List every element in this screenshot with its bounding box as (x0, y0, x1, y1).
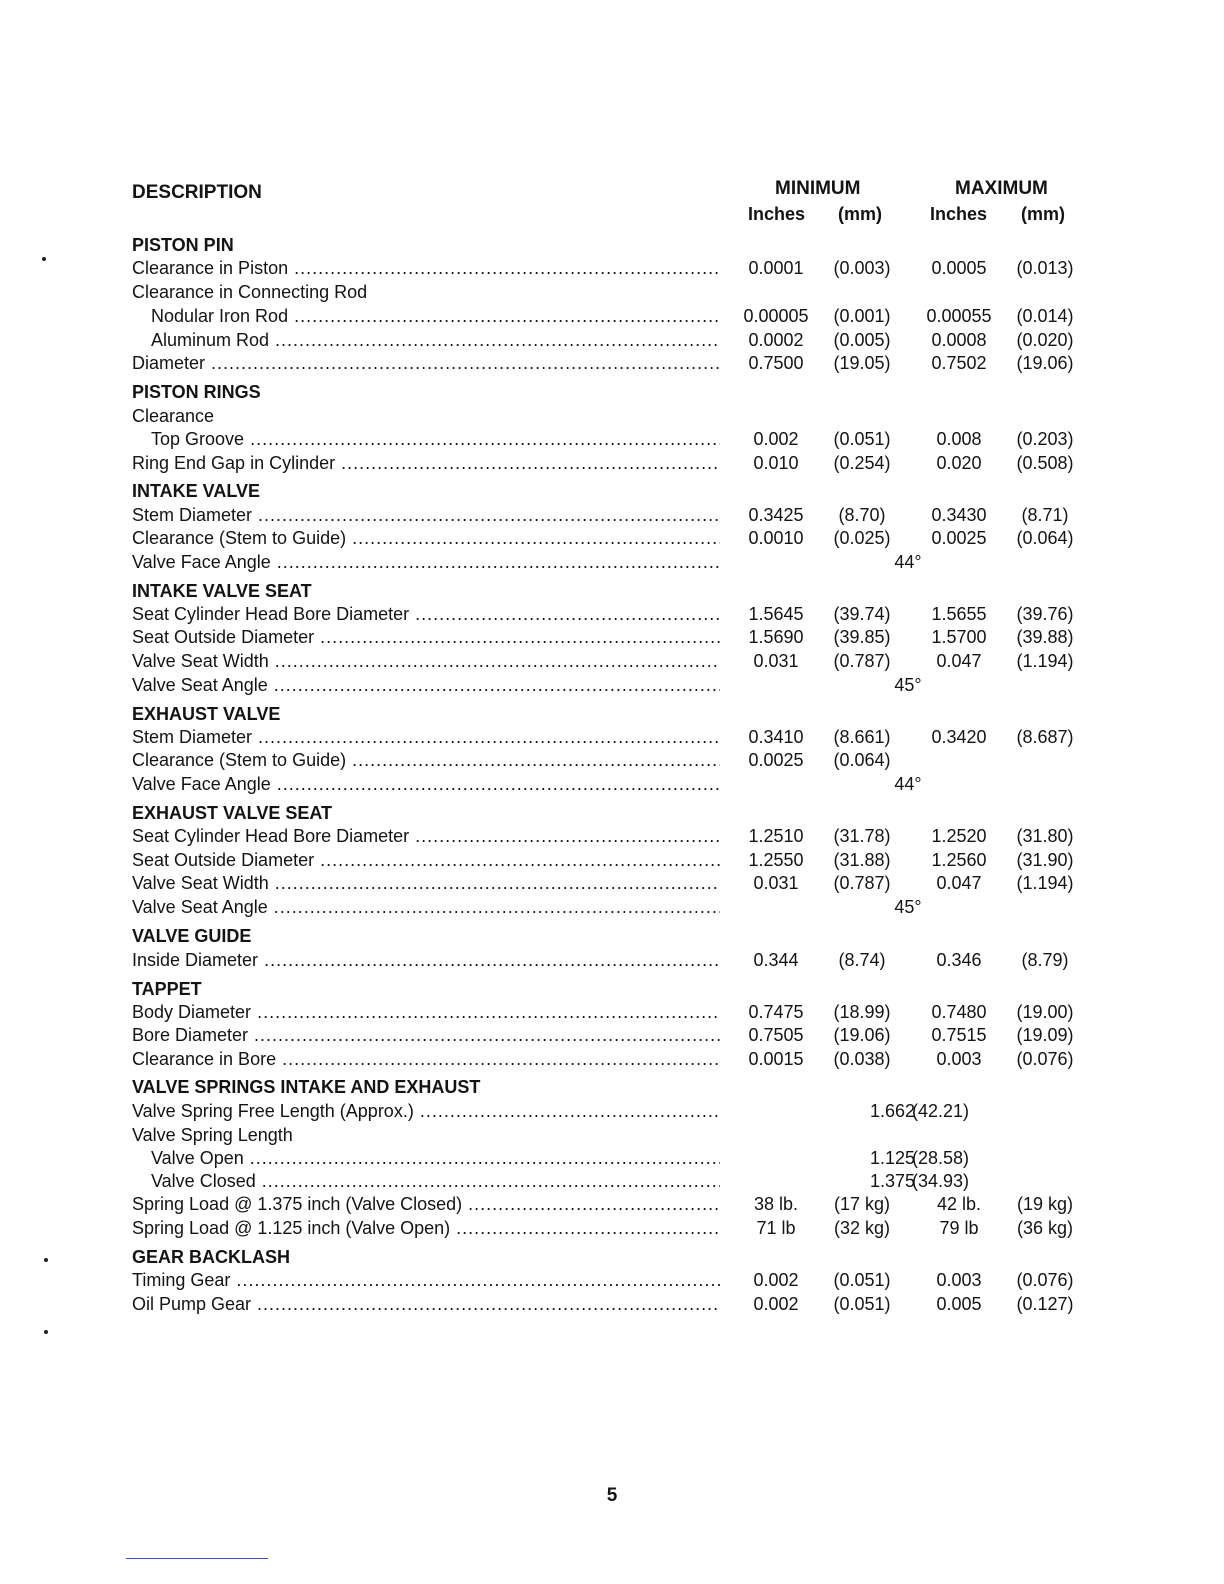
min-inches-value: 1.2550 (748, 850, 804, 870)
spec-row (0, 748, 1224, 772)
spec-row (0, 649, 1224, 673)
section-heading (0, 702, 1224, 726)
spec-label: Diameter ..... (132, 351, 720, 375)
max-inches-value: 0.020 (936, 453, 982, 473)
max-inches-value: 0.7480 (931, 1002, 987, 1022)
section-title: EXHAUST VALVE SEAT (132, 803, 333, 823)
scan-speck (44, 1330, 48, 1334)
spec-row (0, 772, 1224, 796)
max-mm-value: (1.194) (1016, 873, 1074, 893)
min-mm-value: (17 kg) (833, 1194, 891, 1214)
spec-row (0, 1047, 1224, 1071)
max-inches-value: 1.5655 (931, 604, 987, 624)
min-inches-value: 0.00005 (743, 306, 809, 326)
description-header: DESCRIPTION (132, 182, 262, 203)
inches-value: 1.662 (869, 1101, 915, 1121)
angle-value: 44° (894, 774, 922, 794)
scan-speck (44, 1258, 48, 1262)
mm-value: (34.93) (912, 1171, 970, 1191)
section-heading (0, 1245, 1224, 1269)
unit-header-max-mm: (mm) (1021, 204, 1065, 224)
spec-row (0, 328, 1224, 352)
min-mm-value: (0.051) (833, 1270, 891, 1290)
spec-row (0, 256, 1224, 280)
spec-label: Valve Seat Angle ..... (132, 895, 720, 919)
min-mm-value: (0.003) (833, 258, 891, 278)
section-title: PISTON PIN (132, 235, 234, 255)
footer-rule (126, 1558, 268, 1559)
section-heading (0, 801, 1224, 825)
section-heading (0, 1075, 1224, 1099)
spec-row (0, 1192, 1224, 1216)
spec-row (0, 526, 1224, 550)
max-inches-value: 0.005 (936, 1294, 982, 1314)
spec-label: Spring Load @ 1.125 inch (Valve Open) ..... (132, 1216, 720, 1240)
max-mm-value: (31.80) (1016, 826, 1074, 846)
spec-row (0, 848, 1224, 872)
min-mm-value: (8.70) (838, 505, 886, 525)
min-mm-value: (0.025) (833, 528, 891, 548)
spec-row (0, 451, 1224, 475)
max-inches-value: 0.346 (936, 950, 982, 970)
max-mm-value: (8.79) (1021, 950, 1069, 970)
max-inches-value: 0.008 (936, 429, 982, 449)
max-inches-value: 1.5700 (931, 627, 987, 647)
max-inches-value: 0.0025 (931, 528, 987, 548)
spec-label: Valve Face Angle ..... (132, 550, 720, 574)
spec-label: Bore Diameter ..... (132, 1023, 720, 1047)
section-heading (0, 977, 1224, 1001)
spec-label: Clearance (Stem to Guide) ..... (132, 748, 720, 772)
spec-label: Valve Spring Free Length (Approx.) ..... (132, 1099, 720, 1123)
max-mm-value: (0.020) (1016, 330, 1074, 350)
spec-label: Oil Pump Gear ..... (132, 1292, 720, 1316)
spec-row (0, 1216, 1224, 1240)
spec-label: Clearance (Stem to Guide) ..... (132, 526, 720, 550)
spec-label: Spring Load @ 1.375 inch (Valve Closed) ..... (132, 1192, 720, 1216)
min-inches-value: 0.3410 (748, 727, 804, 747)
min-inches-value: 0.0015 (748, 1049, 804, 1069)
section-title: TAPPET (132, 979, 202, 999)
min-inches-value: 0.0010 (748, 528, 804, 548)
min-inches-value: 0.010 (753, 453, 799, 473)
spec-label: Clearance (132, 406, 215, 426)
max-inches-value: 0.3430 (931, 505, 987, 525)
spec-label: Valve Closed ..... (151, 1169, 720, 1193)
unit-header-min-mm: (mm) (838, 204, 882, 224)
angle-value: 45° (894, 675, 922, 695)
spec-row (0, 1000, 1224, 1024)
spec-label: Clearance in Connecting Rod (132, 282, 368, 302)
spec-label: Aluminum Rod ..... (151, 328, 720, 352)
spec-label: Timing Gear ..... (132, 1268, 720, 1292)
max-inches-value: 0.047 (936, 873, 982, 893)
spec-label: Seat Outside Diameter ..... (132, 848, 720, 872)
max-mm-value: (0.076) (1016, 1049, 1074, 1069)
spec-row (0, 404, 1224, 428)
min-inches-value: 0.002 (753, 429, 799, 449)
spec-label: Clearance in Piston ..... (132, 256, 720, 280)
spec-label: Seat Cylinder Head Bore Diameter ..... (132, 602, 720, 626)
max-mm-value: (36 kg) (1016, 1218, 1074, 1238)
min-inches-value: 0.7505 (748, 1025, 804, 1045)
max-mm-value: (19.00) (1016, 1002, 1074, 1022)
min-inches-value: 0.0002 (748, 330, 804, 350)
min-mm-value: (39.85) (833, 627, 891, 647)
min-inches-value: 0.7475 (748, 1002, 804, 1022)
min-inches-value: 1.5690 (748, 627, 804, 647)
page-number: 5 (606, 1485, 618, 1506)
min-mm-value: (0.038) (833, 1049, 891, 1069)
max-inches-value: 0.7515 (931, 1025, 987, 1045)
min-mm-value: (0.051) (833, 429, 891, 449)
section-title: VALVE GUIDE (132, 926, 252, 946)
spec-row (0, 1146, 1224, 1170)
min-mm-value: (18.99) (833, 1002, 891, 1022)
spec-label: Seat Cylinder Head Bore Diameter ..... (132, 824, 720, 848)
min-mm-value: (0.005) (833, 330, 891, 350)
spec-row (0, 280, 1224, 304)
max-mm-value: (8.687) (1016, 727, 1074, 747)
max-inches-value: 0.047 (936, 651, 982, 671)
spec-row (0, 895, 1224, 919)
spec-label: Valve Open ..... (151, 1146, 720, 1170)
max-mm-value: (0.064) (1016, 528, 1074, 548)
spec-label: Valve Seat Width ..... (132, 871, 720, 895)
max-inches-value: 0.0008 (931, 330, 987, 350)
max-mm-value: (0.014) (1016, 306, 1074, 326)
spec-row (0, 948, 1224, 972)
spec-row (0, 1268, 1224, 1292)
spec-label: Clearance in Bore ..... (132, 1047, 720, 1071)
max-mm-value: (0.127) (1016, 1294, 1074, 1314)
min-inches-value: 0.0025 (748, 750, 804, 770)
section-title: VALVE SPRINGS INTAKE AND EXHAUST (132, 1077, 481, 1097)
max-inches-value: 1.2560 (931, 850, 987, 870)
spec-label: Top Groove ..... (151, 427, 720, 451)
spec-label: Inside Diameter ..... (132, 948, 720, 972)
max-inches-value: 0.7502 (931, 353, 987, 373)
spec-row (0, 625, 1224, 649)
spec-row (0, 503, 1224, 527)
spec-row (0, 725, 1224, 749)
scan-speck (42, 257, 46, 261)
min-mm-value: (0.051) (833, 1294, 891, 1314)
min-inches-value: 0.031 (753, 873, 799, 893)
min-mm-value: (8.74) (838, 950, 886, 970)
min-inches-value: 1.2510 (748, 826, 804, 846)
max-inches-value: 0.3420 (931, 727, 987, 747)
spec-row (0, 351, 1224, 375)
section-title: EXHAUST VALVE (132, 704, 281, 724)
max-mm-value: (0.203) (1016, 429, 1074, 449)
section-heading (0, 579, 1224, 603)
min-mm-value: (0.064) (833, 750, 891, 770)
inches-value: 1.125 (869, 1148, 915, 1168)
section-title: PISTON RINGS (132, 382, 261, 402)
max-mm-value: (8.71) (1021, 505, 1069, 525)
spec-row (0, 1023, 1224, 1047)
spec-row (0, 602, 1224, 626)
max-inches-value: 1.2520 (931, 826, 987, 846)
maximum-header: MAXIMUM (955, 178, 1048, 199)
minimum-header: MINIMUM (775, 178, 861, 199)
spec-label: Stem Diameter ..... (132, 503, 720, 527)
mm-value: (42.21) (912, 1101, 970, 1121)
min-mm-value: (39.74) (833, 604, 891, 624)
spec-label: Nodular Iron Rod ..... (151, 304, 720, 328)
mm-value: (28.58) (912, 1148, 970, 1168)
min-mm-value: (0.254) (833, 453, 891, 473)
max-inches-value: 0.003 (936, 1270, 982, 1290)
max-inches-value: 0.0005 (931, 258, 987, 278)
min-inches-value: 0.3425 (748, 505, 804, 525)
spec-label: Ring End Gap in Cylinder ..... (132, 451, 720, 475)
spec-label: Valve Spring Length (132, 1125, 293, 1145)
section-heading (0, 233, 1224, 257)
spec-label: Valve Face Angle ..... (132, 772, 720, 796)
max-mm-value: (0.508) (1016, 453, 1074, 473)
spec-row (0, 427, 1224, 451)
max-mm-value: (39.76) (1016, 604, 1074, 624)
min-mm-value: (0.001) (833, 306, 891, 326)
spec-row (0, 824, 1224, 848)
max-mm-value: (1.194) (1016, 651, 1074, 671)
max-inches-value: 0.003 (936, 1049, 982, 1069)
spec-row (0, 673, 1224, 697)
spec-row (0, 304, 1224, 328)
min-inches-value: 0.7500 (748, 353, 804, 373)
min-inches-value: 71 lb (756, 1218, 796, 1238)
max-inches-value: 79 lb (939, 1218, 979, 1238)
max-mm-value: (19.06) (1016, 353, 1074, 373)
section-title: INTAKE VALVE (132, 481, 261, 501)
min-mm-value: (0.787) (833, 651, 891, 671)
min-mm-value: (31.78) (833, 826, 891, 846)
max-mm-value: (39.88) (1016, 627, 1074, 647)
min-inches-value: 1.5645 (748, 604, 804, 624)
spec-row (0, 550, 1224, 574)
max-inches-value: 0.00055 (926, 306, 992, 326)
spec-row (0, 1099, 1224, 1123)
angle-value: 44° (894, 552, 922, 572)
section-heading (0, 380, 1224, 404)
min-inches-value: 38 lb. (753, 1194, 799, 1214)
unit-header-min-inches: Inches (748, 204, 806, 224)
max-mm-value: (19 kg) (1016, 1194, 1074, 1214)
section-title: INTAKE VALVE SEAT (132, 581, 312, 601)
min-inches-value: 0.0001 (748, 258, 804, 278)
inches-value: 1.375 (869, 1171, 915, 1191)
max-inches-value: 42 lb. (936, 1194, 982, 1214)
min-mm-value: (8.661) (833, 727, 891, 747)
section-heading (0, 479, 1224, 503)
min-inches-value: 0.002 (753, 1270, 799, 1290)
spec-label: Body Diameter ..... (132, 1000, 720, 1024)
min-inches-value: 0.031 (753, 651, 799, 671)
spec-label: Valve Seat Width ..... (132, 649, 720, 673)
spec-row (0, 1169, 1224, 1193)
angle-value: 45° (894, 897, 922, 917)
max-mm-value: (0.076) (1016, 1270, 1074, 1290)
spec-label: Seat Outside Diameter ..... (132, 625, 720, 649)
max-mm-value: (19.09) (1016, 1025, 1074, 1045)
max-mm-value: (0.013) (1016, 258, 1074, 278)
spec-label: Stem Diameter ..... (132, 725, 720, 749)
min-mm-value: (0.787) (833, 873, 891, 893)
spec-row (0, 871, 1224, 895)
min-mm-value: (31.88) (833, 850, 891, 870)
spec-row (0, 1123, 1224, 1147)
max-mm-value: (31.90) (1016, 850, 1074, 870)
min-mm-value: (19.05) (833, 353, 891, 373)
section-title: GEAR BACKLASH (132, 1247, 291, 1267)
min-mm-value: (32 kg) (833, 1218, 891, 1238)
unit-header-max-inches: Inches (930, 204, 988, 224)
min-inches-value: 0.344 (753, 950, 799, 970)
min-mm-value: (19.06) (833, 1025, 891, 1045)
spec-row (0, 1292, 1224, 1316)
spec-label: Valve Seat Angle ..... (132, 673, 720, 697)
min-inches-value: 0.002 (753, 1294, 799, 1314)
section-heading (0, 924, 1224, 948)
